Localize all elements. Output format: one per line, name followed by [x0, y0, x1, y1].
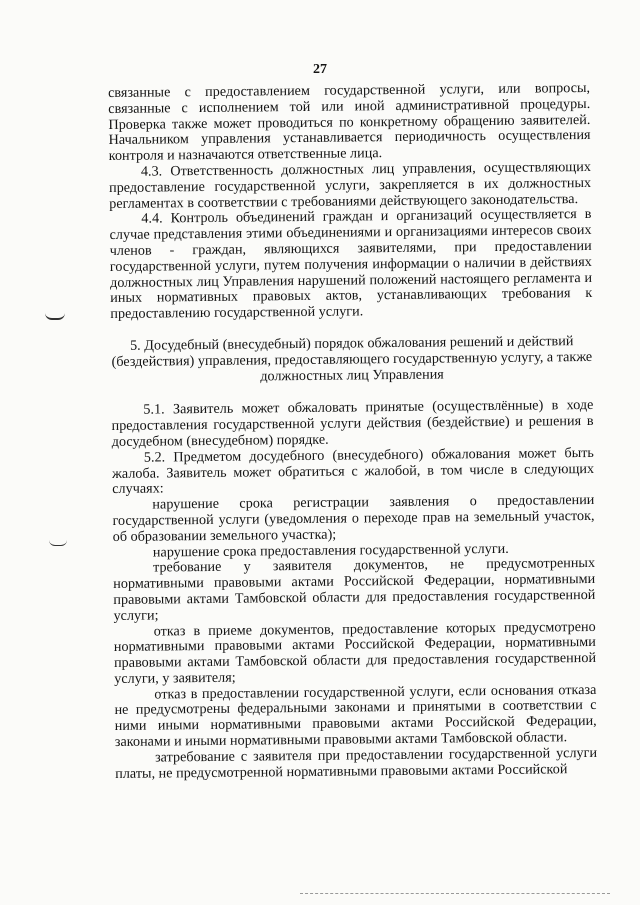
- list-item: отказ в предоставлении государственной услуги, если основания отказа не предусмотрены федеральными законами и принятыми в соответствии с ними иными нормативными правовыми актами Российской Федерации, законами и иными нормативными правовыми актами Тамбовской области.: [114, 681, 597, 751]
- section-5-heading: 5. Досудебный (внесудебный) порядок обжалования решений и действий (бездействия) управления, предоставляющего государственную услугу, а также должностных лиц Управления: [111, 333, 593, 384]
- paragraph-5-1: 5.1. Заявитель может обжаловать принятые (осуществлённые) в ходе предоставления государственной услуги действия (бездействие) и решения в досудебном (внесудебном) порядке.: [111, 397, 594, 450]
- paragraph-4-3: 4.3. Ответственность должностных лиц управления, осуществляющих предоставление государственной услуги, закрепляется в их должностных регламентах в соответствии с требованиями действующего законодательства.: [108, 158, 592, 212]
- list-item: нарушение срока предоставления государственной услуги.: [152, 540, 509, 561]
- list-item: затребование с заявителя при предоставлении государственной услуги платы, не предусмотренной нормативными правовыми актами Российской: [115, 744, 598, 782]
- scan-margin-mark: [45, 313, 65, 320]
- list-item: нарушение срока регистрации заявления о предоставлении государственной услуги (уведомления о переходе прав на земельный участок, об образовании земельного участка);: [112, 492, 595, 545]
- scan-edge-line: [300, 893, 610, 894]
- paragraph-5-2: 5.2. Предметом досудебного (внесудебного) обжалования может быть жалоба. Заявитель может обратиться с жалобой, в том числе в следующих случаях:: [111, 444, 595, 498]
- page-number: 27: [313, 62, 327, 77]
- scan-margin-mark: [49, 540, 67, 546]
- list-item: требование у заявителя документов, не предусмотренных нормативными правовыми актами Российской Федерации, нормативными правовыми актами Тамбовской области для предоставления государственной услуги;: [113, 555, 596, 624]
- document-body: [108, 81, 597, 782]
- list-item: отказ в приеме документов, предоставление которых предусмотрено нормативными правовыми актами Российской Федерации, нормативными правовыми актами Тамбовской области для предоставления государственной услуги, у заявителя;: [113, 618, 597, 687]
- paragraph-4-4: 4.4. Контроль объединений граждан и организаций осуществляется в случае представления этими объединениями и организациями интересов своих членов - граждан, являющихся заявителями, при предоставлении государственной услуги, путем получения информации о наличии в действиях должностных лиц Управления нарушений положений настоящего регламента и иных нормативных правовых актов, устанавливающих требования к предоставлению государственной услуги.: [109, 206, 593, 323]
- paragraph-continuation: связанные с предоставлением государственной услуги, или вопросы, связанные с исполнением той или иной административной процедуры. Проверка также может проводиться по конкретному обращению заявителей. Начальником управления устанавливается периодичность осуществления контроля и назначаются ответственные лица.: [107, 79, 591, 165]
